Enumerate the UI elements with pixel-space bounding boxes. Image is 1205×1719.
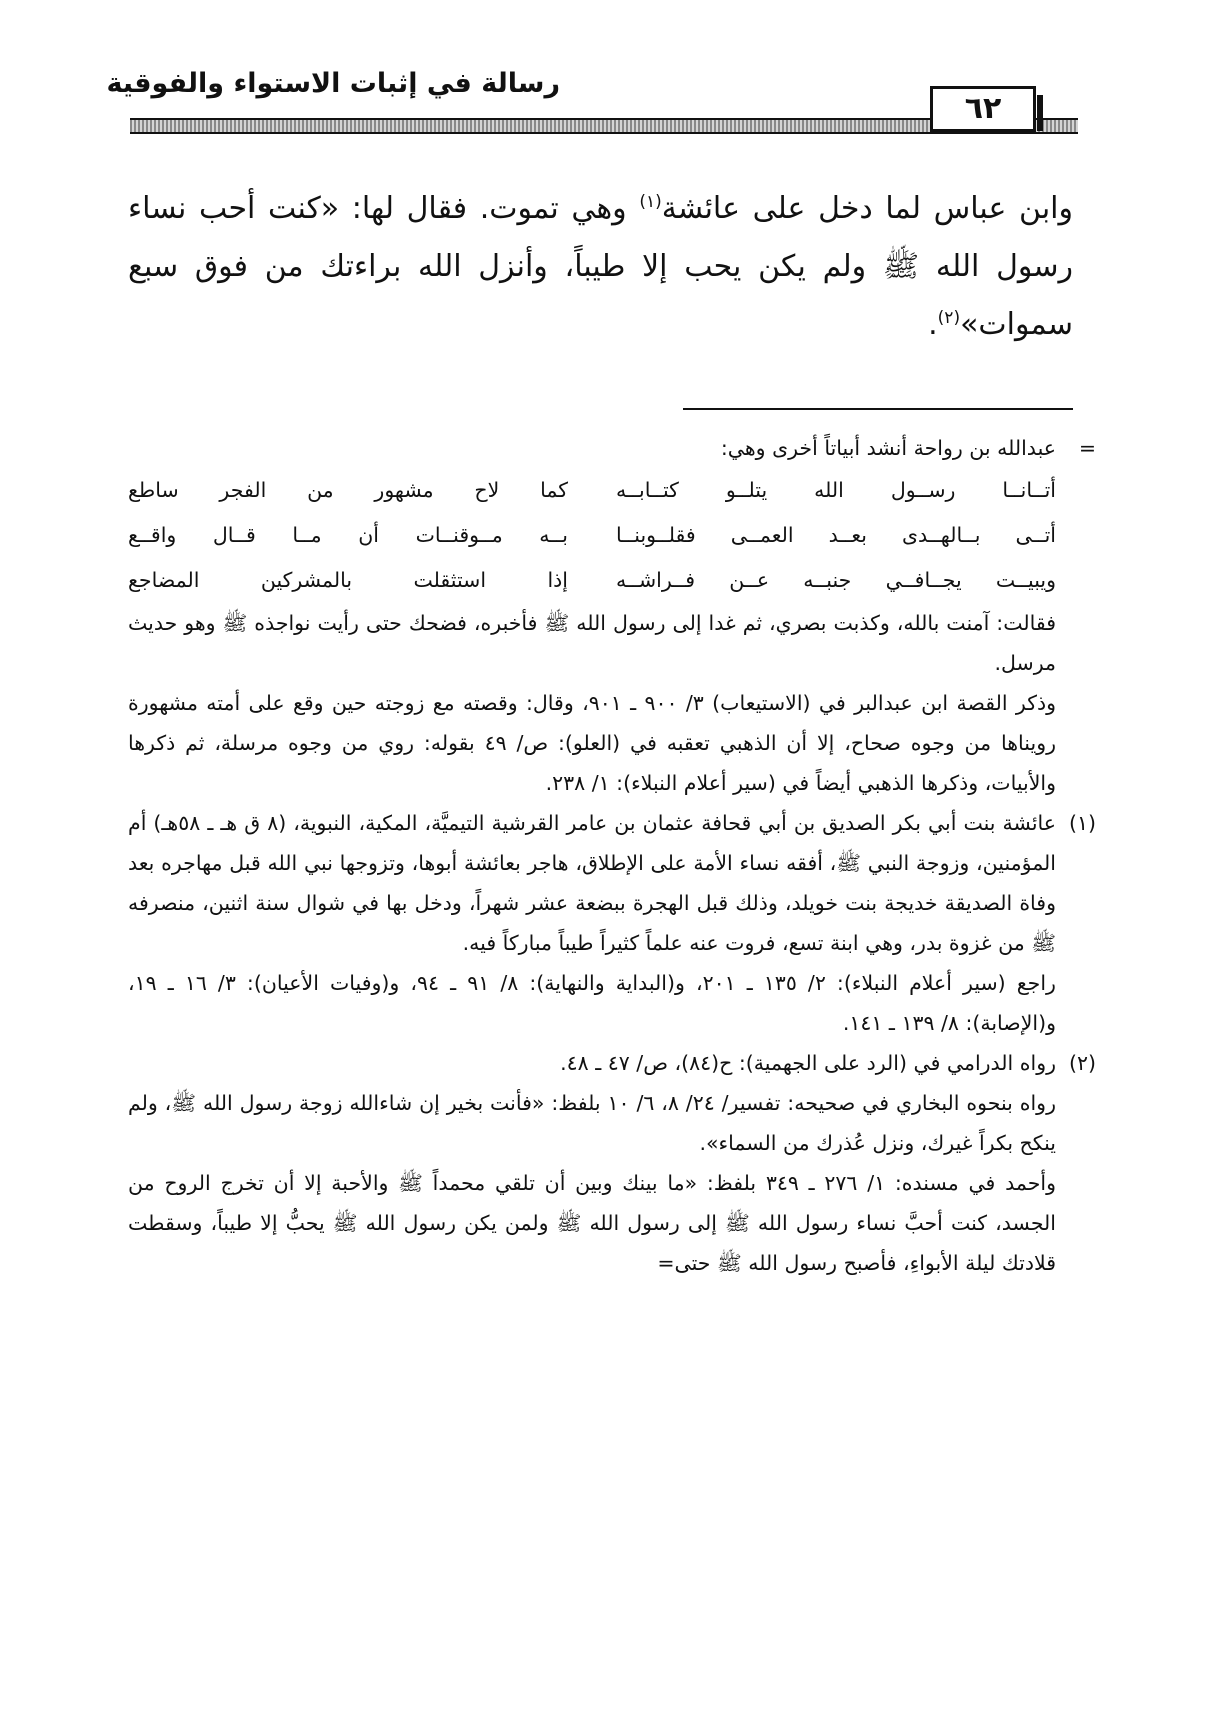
- continued-note-intro: [128, 428, 1096, 468]
- footnote-ref-1: (١): [639, 192, 662, 212]
- footnote-1-marker: (١): [1068, 811, 1096, 835]
- poem-verses: [128, 468, 1088, 603]
- verse-second-hemistich: كما لاح مشهور من الفجر ساطع: [128, 478, 568, 502]
- verse-line: [128, 513, 1056, 558]
- footnote-2-paragraph: وأحمد في مسنده: ١/ ٢٧٦ ـ ٣٤٩ بلفظ: «ما بينك وبين أن تلقي محمداً ﷺ والأحبة إلا أن تخرج الروح من الجسد، كنت أحبَّ نساء رسول الله ﷺ إلى رسول الله ﷺ ولمن يكن رسول الله ﷺ يحبُّ إلا طيباً، وسقطت قلادتك ليلة الأبواءِ، فأصبح رسول الله ﷺ حتى=: [128, 1171, 1056, 1275]
- main-text-part1: وابن عباس لما دخل على عائشة: [661, 191, 1073, 226]
- verse-first-hemistich: ويبيــت يجــافــي جنبــه عــن فــراشــه: [616, 568, 1056, 592]
- page-number: ٦٢: [930, 86, 1036, 132]
- note-paragraph: فقالت: آمنت بالله، وكذبت بصري، ثم غدا إلى رسول الله ﷺ فأخبره، فضحك حتى رأيت نواجذه ﷺ وهو حديث مرسل.: [128, 611, 1056, 675]
- verse-line: [128, 468, 1056, 513]
- footnote-2-text: رواه الدرامي في (الرد على الجهمية): ح(٨٤)، ص/ ٤٧ ـ ٤٨.: [560, 1051, 1056, 1075]
- main-text-part2: وهي تموت. فقال لها: «كنت أحب نساء رسول الله ﷺ ولم يكن يحب إلا طيباً، وأنزل الله براءتك من فوق سبع سموات»: [128, 191, 1073, 342]
- footnote-2: [128, 1043, 1096, 1083]
- footnote-ref-2: (٢): [937, 308, 961, 328]
- footnote-separator: [683, 408, 1073, 410]
- verse-first-hemistich: أتــى بــالهــدى بعــد العمــى فقلــوبنــا: [616, 523, 1056, 547]
- main-text: [128, 180, 1073, 354]
- verse-first-hemistich: أتــانــا رســول الله يتلــو كتــابــه: [616, 478, 1056, 502]
- main-text-part3: .: [928, 307, 938, 342]
- note-intro-text: عبدالله بن رواحة أنشد أبياتاً أخرى وهي:: [720, 436, 1056, 460]
- running-title: رسالة في إثبات الاستواء والفوقية: [106, 68, 560, 99]
- footnotes: [128, 428, 1096, 1283]
- verse-second-hemistich: بــه مــوقنــات أن مــا قــال واقــع: [128, 523, 568, 547]
- footnote-2-paragraph: رواه بنحوه البخاري في صحيحه: تفسير/ ٢٤/ ٨، ٦/ ١٠ بلفظ: «فأنت بخير إن شاءالله زوجة رسول الله ﷺ، ولم ينكح بكراً غيرك، ونزل عُذرك من السماء».: [128, 1091, 1056, 1155]
- footnote-2-marker: (٢): [1068, 1051, 1096, 1075]
- footnote-1-references: راجع (سير أعلام النبلاء): ٢/ ١٣٥ ـ ٢٠١، و(البداية والنهاية): ٨/ ٩١ ـ ٩٤، و(وفيات الأعيان): ٣/ ١٦ ـ ١٩، و(الإصابة): ٨/ ١٣٩ ـ ١٤١.: [128, 971, 1056, 1035]
- verse-line: [128, 558, 1056, 603]
- note-paragraph: وذكر القصة ابن عبدالبر في (الاستيعاب) ٣/ ٩٠٠ ـ ٩٠١، وقال: وقصته مع زوجته حين وقع على أمته مشهورة رويناها من وجوه صحاح، إلا أن الذهبي تعقبه في (العلو): ص/ ٤٩ بقوله: روي من وجوه مرسلة، ثم ذكرها والأبيات، وذكرها الذهبي أيضاً في (سير أعلام النبلاء): ١/ ٢٣٨.: [128, 691, 1056, 795]
- footnote-1: [128, 803, 1096, 963]
- verse-second-hemistich: إذا استثقلت بالمشركين المضاجع: [128, 568, 568, 592]
- continuation-mark: =: [1078, 436, 1096, 460]
- footnote-1-text: عائشة بنت أبي بكر الصديق بن أبي قحافة عثمان بن عامر القرشية التيميَّة، المكية، النبوية، (٨ ق هـ ـ ٥٨هـ) أم المؤمنين، وزوجة النبي ﷺ، أفقه نساء الأمة على الإطلاق، هاجر بعائشة أبوها، وتزوجها نبي الله قبل مهاجره بعد وفاة الصديقة خديجة بنت خويلد، وذلك قبل الهجرة ببضعة عشر شهراً، ودخل بها في شوال سنة اثنين، منصرفه ﷺ من غزوة بدر، وهي ابنة تسع، فروت عنه علماً كثيراً طيباً مباركاً فيه.: [128, 811, 1057, 955]
